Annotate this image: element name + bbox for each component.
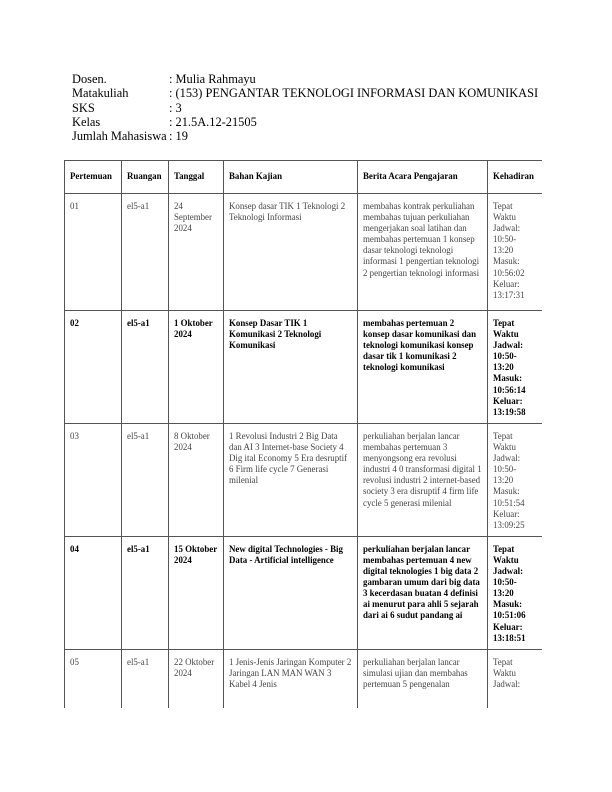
cell-kehadiran: Tepat Waktu Jadwal: [488,649,543,708]
cell-tanggal: 22 Oktober 2024 [169,649,224,708]
table-row [65,649,543,708]
cell-pertemuan: 05 [65,649,122,708]
sks-label: SKS [72,100,95,115]
header-kehadiran: Kehadiran [488,161,543,194]
cell-berita-acara: perkuliahan berjalan lancar membahas pertemuan 3 menyongsong era revolusi industri 4 0 transformasi digital 1 revolusi industri 2 internet-based society 3 era disruptif 4 firm life cycle 5 generasi milenial [358,424,488,537]
cell-pertemuan: 02 [65,311,122,424]
cell-tanggal: 15 Oktober 2024 [169,536,224,649]
matakuliah-value: : (153) PENGANTAR TEKNOLOGI INFORMASI DAN KOMUNIKASI [169,86,539,101]
kelas-label: Kelas [72,114,101,129]
cell-ruangan: el5-a1 [122,194,169,311]
cell-bahan-kajian: 1 Revolusi Industri 2 Big Data dan AI 3 Internet-base Society 4 Dig ital Economy 5 Era desruptif 6 Firm life cycle 7 Generasi milenial [224,424,358,537]
cell-berita-acara: perkuliahan berjalan lancar simulasi ujian dan membahas pertemuan 5 pengenalan [358,649,488,708]
cell-ruangan: el5-a1 [122,649,169,708]
header-tanggal: Tanggal [169,161,224,194]
cell-ruangan: el5-a1 [122,536,169,649]
header-berita-acara: Berita Acara Pengajaran [358,161,488,194]
cell-ruangan: el5-a1 [122,311,169,424]
dosen-label: Dosen. [72,72,107,86]
header-bahan-kajian: Bahan Kajian [224,161,358,194]
cell-berita-acara: membahas pertemuan 2 konsep dasar komunikasi dan teknologi komunikasi konsep dasar tik 1 komunikasi 2 teknologi komunikasi [358,311,488,424]
cell-bahan-kajian: 1 Jenis-Jenis Jaringan Komputer 2 Jaringan LAN MAN WAN 3 Kabel 4 Jenis [224,649,358,708]
cell-pertemuan: 03 [65,424,122,537]
kelas-value: : 21.5A.12-21505 [169,114,257,129]
cell-bahan-kajian: Konsep dasar TIK 1 Teknologi 2 Teknologi Informasi [224,194,358,311]
header-ruangan: Ruangan [122,161,169,194]
cell-kehadiran: Tepat Waktu Jadwal: 10:50- 13:20 Masuk: 10:56:14 Keluar: 13:19:58 [488,311,543,424]
cell-pertemuan: 01 [65,194,122,311]
cell-kehadiran: Tepat Waktu Jadwal: 10:50- 13:20 Masuk: 10:56:02 Keluar: 13:17:31 [488,194,543,311]
attendance-table-wrapper [64,160,542,708]
info-row-kelas [72,115,538,129]
cell-pertemuan: 04 [65,536,122,649]
table-row [65,536,543,649]
table-row [65,424,543,537]
matakuliah-label: Matakuliah [72,86,129,101]
jumlah-label: Jumlah Mahasiswa [72,129,167,144]
cell-bahan-kajian: Konsep Dasar TIK 1 Komunikasi 2 Teknologi Komunikasi [224,311,358,424]
cell-kehadiran: Tepat Waktu Jadwal: 10:50- 13:20 Masuk: 10:51:06 Keluar: 13:18:51 [488,536,543,649]
cell-kehadiran: Tepat Waktu Jadwal: 10:50- 13:20 Masuk: 10:51:54 Keluar: 13:09:25 [488,424,543,537]
header-pertemuan: Pertemuan [65,161,122,194]
course-info [72,72,538,143]
cell-berita-acara: perkuliahan berjalan lancar membahas pertemuan 4 new digital teknologies 1 big data 2 gambaran umum dari big data 3 kecerdasan buatan 4 definisi ai menurut para ahli 5 sejarah dari ai 6 sudut pandang ai [358,536,488,649]
table-row [65,311,543,424]
info-row-matakuliah [72,86,538,100]
attendance-table [64,160,542,708]
cell-tanggal: 8 Oktober 2024 [169,424,224,537]
jumlah-value: : 19 [169,129,188,144]
info-row-sks [72,101,538,115]
cell-tanggal: 1 Oktober 2024 [169,311,224,424]
sks-value: : 3 [169,100,182,115]
info-row-jumlah [72,129,538,143]
table-header-row [65,161,543,194]
dosen-value: : Mulia Rahmayu [169,72,256,86]
cell-tanggal: 24 September 2024 [169,194,224,311]
cell-bahan-kajian: New digital Technologies - Big Data - Artificial intelligence [224,536,358,649]
table-row [65,194,543,311]
cell-ruangan: el5-a1 [122,424,169,537]
cell-berita-acara: membahas kontrak perkuliahan membahas tujuan perkuliahan mengerjakan soal latihan dan membahas pertemuan 1 konsep dasar teknologi teknologi informasi 1 pengertian teknologi 2 pengertian teknologi informasi [358,194,488,311]
info-row-dosen [72,72,538,86]
